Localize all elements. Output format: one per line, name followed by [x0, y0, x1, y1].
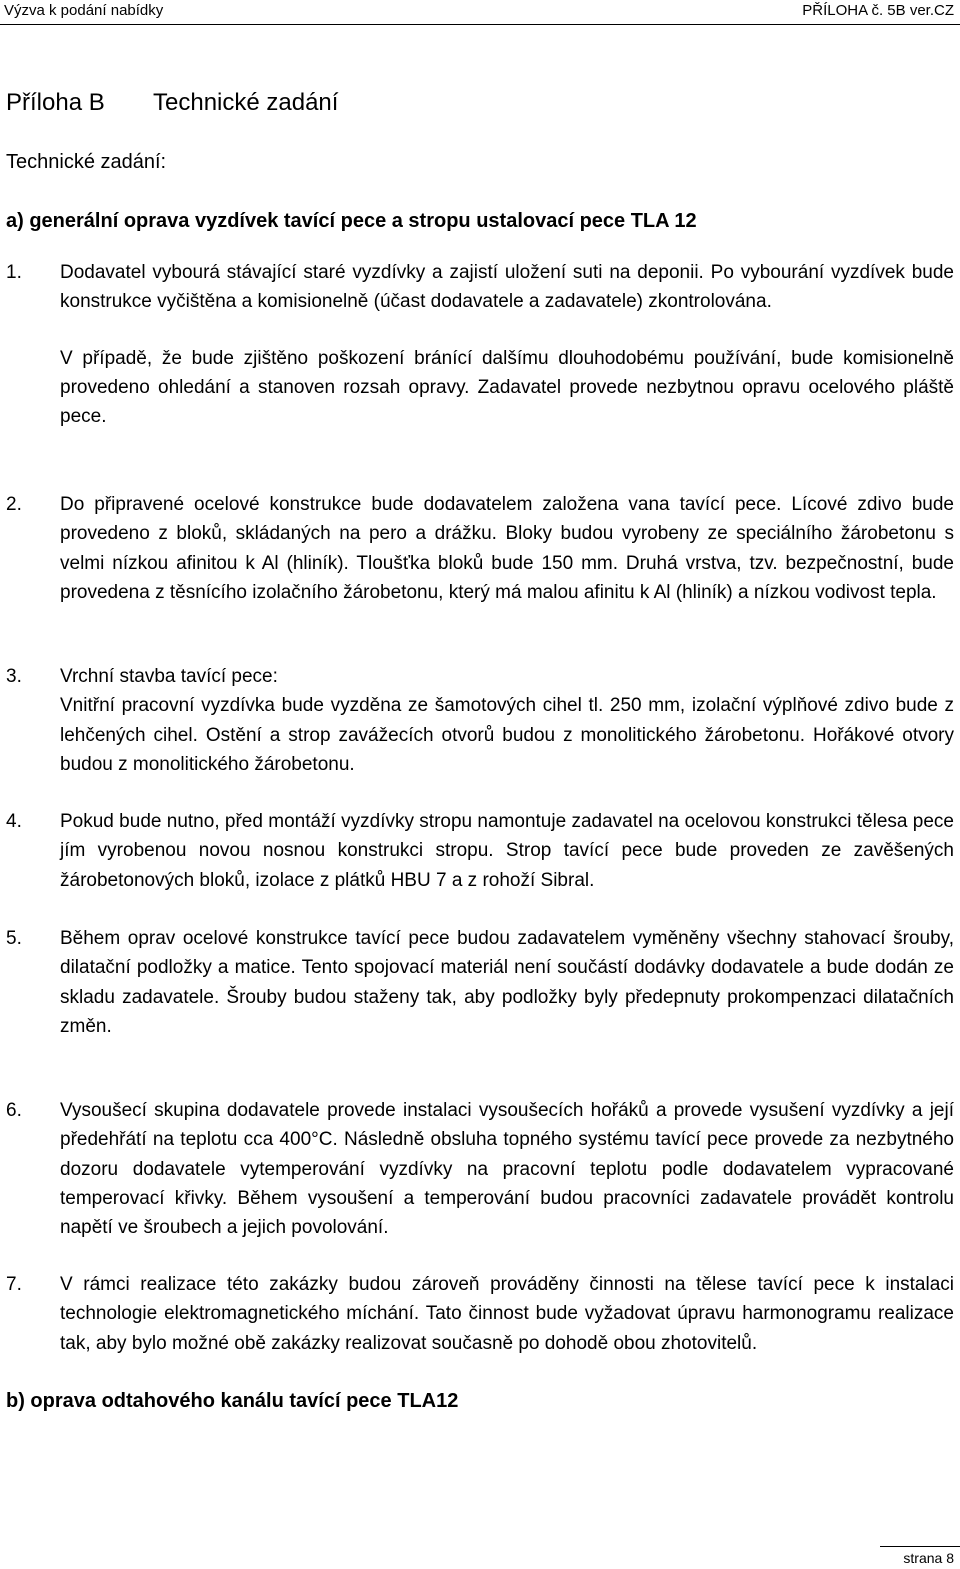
list-item-number: 1.: [6, 262, 22, 283]
paragraph: Vysoušecí skupina dodavatele provede instalaci vysoušecích hořáků a provede vysušení vyzdívky a její předehřátí na teplotu cca 400°C. Následně obsluha topného systému tavící pece provede za nezbytného dozoru dodavatele vytemperování vyzdívky na pracovní teplotu podle dodavatelem vypracované temperovací křivky. Během vysoušení a temperování budou pracovníci zadavatele provádět kontrolu napětí ve šroubech a jejich povolování.: [60, 1100, 954, 1239]
paragraph: V rámci realizace této zakázky budou zároveň prováděny činnosti na tělese tavící pece k instalaci technologie elektromagnetického míchání. Tato činnost bude vyžadovat úpravu harmonogramu realizace tak, aby bylo možné obě zakázky realizovat současně po dohodě obou zhotovitelů.: [60, 1274, 954, 1354]
subtitle: Technické zadání:: [6, 151, 167, 173]
list-item-body: [60, 662, 954, 779]
list-item-number: 2.: [6, 494, 22, 515]
paragraph: Vrchní stavba tavící pece:: [60, 666, 278, 687]
list-item-body: [60, 1096, 954, 1242]
list-item-body: [60, 924, 954, 1041]
section-b-title: b) oprava odtahového kanálu tavící pece TLA12: [6, 1390, 459, 1412]
paragraph: Pokud bude nutno, před montáží vyzdívky stropu namontuje zadavatel na ocelovou konstrukci tělesa pece jím vyrobenou novou nosnou konstrukci stropu. Strop tavící pece bude proveden ze zavěšených žárobetonových bloků, izolace z plátků HBU 7 a z rohoží Sibral.: [60, 811, 954, 891]
heading-label: Příloha B: [6, 89, 105, 116]
list-item-number: 5.: [6, 928, 22, 949]
list-item-number: 6.: [6, 1100, 22, 1121]
header-attachment-label: PŘÍLOHA č. 5B ver.CZ: [802, 2, 954, 19]
paragraph: V případě, že bude zjištěno poškození bránící dalšímu dlouhodobému používání, bude komisionelně provedeno ohledání a stanoven rozsah opravy. Zadavatel provede nezbytnou opravu ocelového pláště pece.: [60, 347, 954, 428]
list-item-number: 3.: [6, 666, 22, 687]
list-item-number: 7.: [6, 1274, 22, 1295]
page-number: strana 8: [903, 1550, 954, 1566]
list-item-body: [60, 258, 954, 431]
list-item-body: [60, 807, 954, 895]
paragraph: Vnitřní pracovní vyzdívka bude vyzděna ze šamotových cihel tl. 250 mm, izolační výplňové zdivo bude z lehčených cihel. Ostění a strop zavážecích otvorů budou z monolitického žárobetonu. Hořákové otvory budou z monolitického žárobetonu.: [60, 695, 954, 775]
list-item-body: [60, 1270, 954, 1358]
paragraph: Do připravené ocelové konstrukce bude dodavatelem založena vana tavící pece. Lícové zdivo bude provedeno z bloků, skládaných na pero a drážku. Bloky budou vyrobeny ze speciálního žárobetonu s velmi nízkou afinitou k Al (hliník). Tloušťka bloků bude 150 mm. Druhá vrstva, tzv. bezpečnostní, bude provedena z těsnícího izolačního žárobetonu, který má malou afinitu k Al (hliník) a nízkou vodivost tepla.: [60, 494, 954, 603]
paragraph: Během oprav ocelové konstrukce tavící pece budou zadavatelem vyměněny všechny stahovací šrouby, dilatační podložky a matice. Tento spojovací materiál není součástí dodávky dodavatele a bude dodán ze skladu zadavatele. Šrouby budou staženy tak, aby podložky byly předepnuty prokompenzaci dilatačních změn.: [60, 928, 954, 1037]
header-document-title: Výzva k podání nabídky: [4, 2, 164, 19]
heading-title: Technické zadání: [153, 89, 339, 116]
section-a-title: a) generální oprava vyzdívek tavící pece a stropu ustalovací pece TLA 12: [6, 210, 697, 232]
list-item-body: [60, 490, 954, 607]
page-header: [0, 0, 960, 25]
paragraph: Dodavatel vybourá stávající staré vyzdívky a zajistí uložení suti na deponii. Po vybourání vyzdívek bude konstrukce vyčištěna a komisionelně (účast dodavatele a zadavatele) zkontrolována.: [60, 262, 954, 313]
list-item-number: 4.: [6, 811, 22, 832]
page-footer: [880, 1546, 960, 1569]
